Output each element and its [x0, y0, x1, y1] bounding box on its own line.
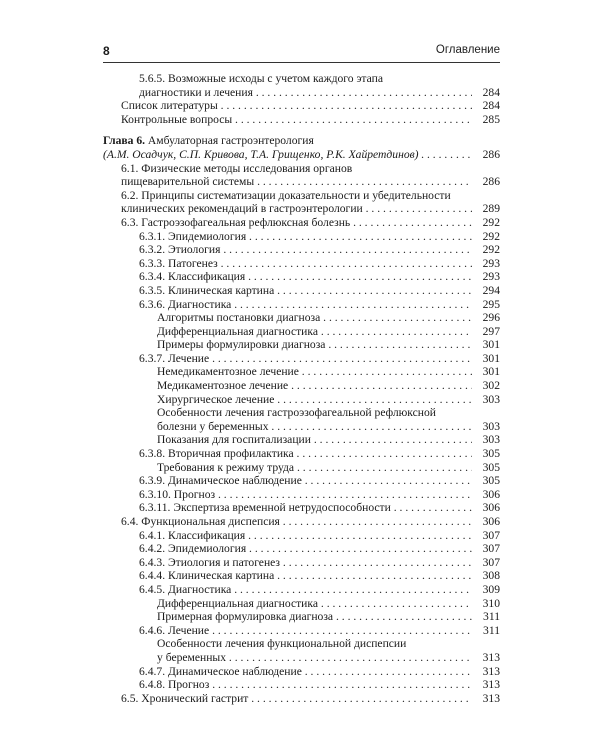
toc-entry [103, 216, 500, 230]
page-ref: 313 [472, 651, 500, 665]
toc-entry [103, 365, 500, 379]
entry-title-line: 6.2. Принципы систематизации доказательности и убедительности [121, 188, 451, 202]
toc-entry [103, 556, 500, 570]
entry-title-line: Особенности лечения гастроэзофагеальной рефлюксной [157, 406, 436, 420]
page-header [103, 44, 500, 58]
entry-title-line: 6.4.2. Эпидемиология . . . [139, 542, 472, 556]
page-ref: 301 [472, 352, 500, 366]
entry-title-line: Хирургическое лечение . . . [157, 393, 472, 407]
page-ref: 305 [472, 447, 500, 461]
toc-chapter-entry [103, 134, 500, 161]
entry-title-line: Примерная формулировка диагноза . . . [157, 610, 472, 624]
toc-entry [103, 529, 500, 543]
toc-entry [103, 284, 500, 298]
toc-entry [103, 637, 500, 664]
entry-title-line: 6.3.9. Динамическое наблюдение . . . [139, 474, 472, 488]
page-ref: 310 [472, 597, 500, 611]
toc-entry [103, 113, 500, 127]
entry-title-line: 6.3. Гастроэзофагеальная рефлюксная болезнь . . . [121, 216, 472, 230]
page-ref: 307 [472, 529, 500, 543]
entry-title-line: 6.3.1. Эпидемиология . . . [139, 230, 472, 244]
page-ref: 294 [472, 284, 500, 298]
toc-entry [103, 352, 500, 366]
page-ref: 293 [472, 270, 500, 284]
entry-title-line: 6.3.5. Клиническая картина . . . [139, 284, 472, 298]
toc-entry [103, 72, 500, 99]
toc-entry [103, 162, 500, 189]
chapter-label: Глава 6. [103, 134, 146, 148]
entry-title-line: 6.3.8. Вторичная профилактика . . . [139, 447, 472, 461]
page-ref: 301 [472, 338, 500, 352]
entry-title-line: 6.1. Физические методы исследования органов [121, 161, 353, 175]
page-ref: 285 [472, 113, 500, 127]
page-ref: 306 [472, 488, 500, 502]
page-ref: 303 [472, 433, 500, 447]
chapter-authors: (А.М. Осадчук, С.П. Кривова, Т.А. Грищенко, Р.К. Хайретдинов) . . . [103, 148, 472, 162]
chapter-heading [103, 134, 472, 148]
toc-entry [103, 243, 500, 257]
header-rule [103, 62, 500, 63]
page-ref: 295 [472, 298, 500, 312]
toc-entry [103, 189, 500, 216]
table-of-contents [103, 72, 500, 705]
toc-entry [103, 610, 500, 624]
entry-title-line: болезни у беременных . . . [157, 420, 472, 434]
entry-title-line: 6.4.5. Диагностика . . . [139, 583, 472, 597]
entry-title-line: 6.4.6. Лечение . . . [139, 624, 472, 638]
page-ref: 292 [472, 216, 500, 230]
running-title: Оглавление [435, 44, 500, 56]
toc-entry [103, 501, 500, 515]
page-ref: 311 [472, 624, 500, 638]
toc-entry [103, 692, 500, 706]
page-ref: 311 [472, 610, 500, 624]
entry-title-line: 6.3.3. Патогенез . . . [139, 257, 472, 271]
page-ref: 302 [472, 379, 500, 393]
page-ref: 305 [472, 474, 500, 488]
page-ref: 303 [472, 420, 500, 434]
toc-entry [103, 583, 500, 597]
page-ref: 307 [472, 556, 500, 570]
entry-title-line: у беременных . . . [157, 651, 472, 665]
toc-entry [103, 270, 500, 284]
entry-title-line: Особенности лечения функциональной диспепсии [157, 637, 407, 651]
entry-title-line: Требования к режиму труда . . . [157, 461, 472, 475]
entry-title-line: 6.4.1. Классификация . . . [139, 529, 472, 543]
page-ref: 289 [472, 202, 500, 216]
toc-entry [103, 447, 500, 461]
page-ref: 308 [472, 569, 500, 583]
entry-title-line: Список литературы . . . [121, 99, 472, 113]
entry-title-line: Медикаментозное лечение . . . [157, 379, 472, 393]
toc-entry [103, 298, 500, 312]
entry-title-line: пищеварительной системы . . . [121, 175, 472, 189]
entry-title-line: Показания для госпитализации . . . [157, 433, 472, 447]
page-number: 8 [103, 44, 110, 58]
toc-entry [103, 569, 500, 583]
toc-entry [103, 230, 500, 244]
page-ref: 292 [472, 230, 500, 244]
page-ref: 301 [472, 365, 500, 379]
page-ref: 293 [472, 257, 500, 271]
entry-title-line: 6.5. Хронический гастрит . . . [121, 692, 472, 706]
page-ref: 303 [472, 393, 500, 407]
entry-title-line: 6.4. Функциональная диспепсия . . . [121, 515, 472, 529]
toc-entry [103, 461, 500, 475]
toc-entry [103, 433, 500, 447]
page-ref: 297 [472, 325, 500, 339]
toc-entry [103, 542, 500, 556]
page-ref: 296 [472, 311, 500, 325]
page-ref: 306 [472, 515, 500, 529]
entry-title-line: Контрольные вопросы . . . [121, 113, 472, 127]
toc-entry [103, 99, 500, 113]
toc-entry [103, 325, 500, 339]
toc-entry [103, 338, 500, 352]
toc-entry [103, 257, 500, 271]
page-ref: 305 [472, 461, 500, 475]
entry-title-line: Алгоритмы постановки диагноза . . . [157, 311, 472, 325]
page-ref: 313 [472, 678, 500, 692]
entry-title-line: 6.3.11. Экспертиза временной нетрудоспособности . . . [139, 501, 472, 515]
toc-entry [103, 393, 500, 407]
entry-title-line: 6.3.6. Диагностика . . . [139, 298, 472, 312]
entry-title-line: 6.4.8. Прогноз . . . [139, 678, 472, 692]
entry-title-line: Дифференциальная диагностика . . . [157, 325, 472, 339]
toc-entry [103, 379, 500, 393]
page-ref: 286 [472, 148, 500, 162]
toc-entry [103, 624, 500, 638]
entry-title-line: Немедикаментозное лечение . . . [157, 365, 472, 379]
toc-entry [103, 488, 500, 502]
entry-title-line: 6.3.4. Классификация . . . [139, 270, 472, 284]
page-ref: 292 [472, 243, 500, 257]
page-ref: 284 [472, 99, 500, 113]
entry-title-line: 6.4.3. Этиология и патогенез . . . [139, 556, 472, 570]
entry-title-line: 6.3.2. Этиология . . . [139, 243, 472, 257]
page-ref: 306 [472, 501, 500, 515]
page-ref: 286 [472, 175, 500, 189]
toc-entry [103, 597, 500, 611]
page-ref: 307 [472, 542, 500, 556]
page-ref: 313 [472, 665, 500, 679]
entry-title-line: Дифференциальная диагностика . . . [157, 597, 472, 611]
entry-title-line: 6.4.7. Динамическое наблюдение . . . [139, 665, 472, 679]
chapter-title: Амбулаторная гастроэнтерология [145, 134, 314, 148]
toc-entry [103, 311, 500, 325]
entry-title-line: клинических рекомендаций в гастроэнтерологии . . . [121, 202, 472, 216]
entry-title-line: диагностики и лечения . . . [139, 86, 472, 100]
entry-title-line: 5.6.5. Возможные исходы с учетом каждого этапа [139, 72, 383, 85]
toc-entry [103, 474, 500, 488]
entry-title-line: Примеры формулировки диагноза . . . [157, 338, 472, 352]
page-ref: 284 [472, 86, 500, 100]
toc-entry [103, 515, 500, 529]
toc-entry [103, 406, 500, 433]
entry-title-line: 6.4.4. Клиническая картина . . . [139, 569, 472, 583]
page-ref: 313 [472, 692, 500, 706]
toc-entry [103, 678, 500, 692]
entry-title-line: 6.3.7. Лечение . . . [139, 352, 472, 366]
toc-entry [103, 665, 500, 679]
entry-title-line: 6.3.10. Прогноз . . . [139, 488, 472, 502]
page-ref: 309 [472, 583, 500, 597]
